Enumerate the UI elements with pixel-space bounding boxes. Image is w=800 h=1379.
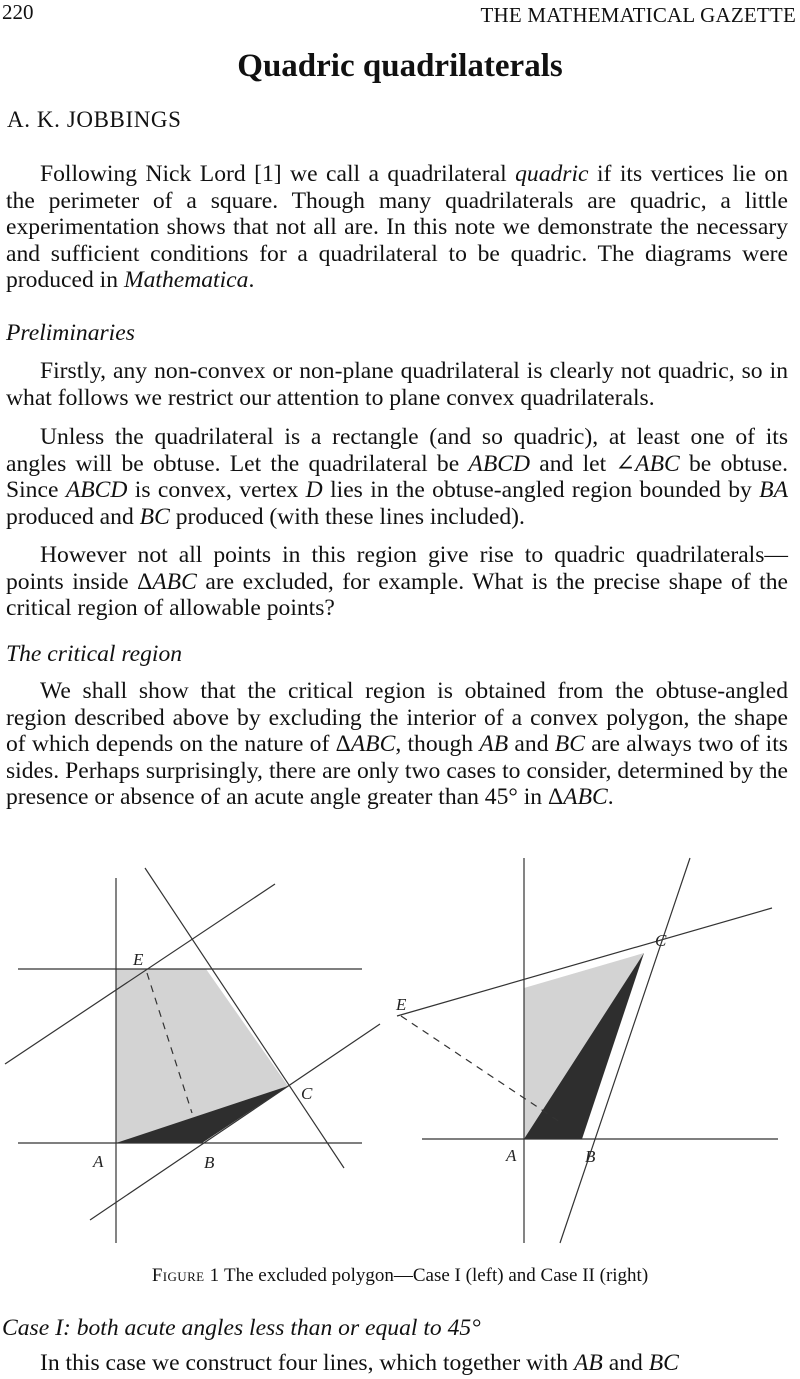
label-a-left: A [93, 1152, 104, 1171]
label-e-left: E [133, 950, 144, 969]
heading-case-1: Case I: both acute angles less than or equal to 45° [2, 1315, 481, 1341]
label-a-right: A [506, 1146, 517, 1165]
case-1-paragraph: In this case we construct four lines, which together with AB and BC [40, 1350, 679, 1376]
label-e-right: E [396, 995, 407, 1014]
figure-caption: Figure 1 The excluded polygon—Case I (left) and Case II (right) [151, 1265, 649, 1286]
preliminaries-paragraph-3: However not all points in this region give rise to quadric quadrilaterals—points inside ΔABC are excluded, for example. What is the precise shape of the critical region of allowable points? [6, 542, 788, 622]
article-title: Quadric quadrilaterals [237, 48, 563, 84]
figure-1 [0, 853, 800, 1253]
page-number: 220 [2, 0, 34, 24]
preliminaries-paragraph-1: Firstly, any non-convex or non-plane quadrilateral is clearly not quadric, so in what follows we restrict our attention to plane convex quadrilaterals. [6, 358, 788, 411]
preliminaries-paragraph-2: Unless the quadrilateral is a rectangle (and so quadric), at least one of its angles will be obtuse. Let the quadrilateral be ABCD and let ∠ABC be obtuse. Since ABCD is convex, vertex D lies in the obtuse-angled region bounded by BA produced and BC produced (with these lines included). [6, 424, 788, 530]
case-2-diagram [395, 858, 778, 1243]
author: A. K. JOBBINGS [7, 107, 182, 132]
intro-paragraph: Following Nick Lord [1] we call a quadrilateral quadric if its vertices lie on the perimeter of a square. Though many quadrilaterals are quadric, a little experimentation shows that not all are. In this note we demonstrate the necessary and sufficient conditions for a quadrilateral to be quadric. The diagrams were produced in Mathematica. [6, 161, 789, 294]
heading-preliminaries: Preliminaries [6, 320, 135, 346]
running-head: THE MATHEMATICAL GAZETTE [480, 3, 796, 27]
label-b-right: B [585, 1147, 596, 1166]
case-1-diagram [5, 868, 380, 1243]
critical-region-paragraph: We shall show that the critical region is obtained from the obtuse-angled region described above by excluding the interior of a convex polygon, the shape of which depends on the nature of ΔABC, though AB and BC are always two of its sides. Perhaps surprisingly, there are only two cases to consider, determined by the presence or absence of an acute angle greater than 45° in ΔABC. [6, 678, 788, 811]
label-c-left: C [301, 1084, 313, 1103]
heading-critical-region: The critical region [6, 641, 183, 667]
label-b-left: B [204, 1153, 215, 1172]
label-c-right: C [655, 931, 667, 950]
